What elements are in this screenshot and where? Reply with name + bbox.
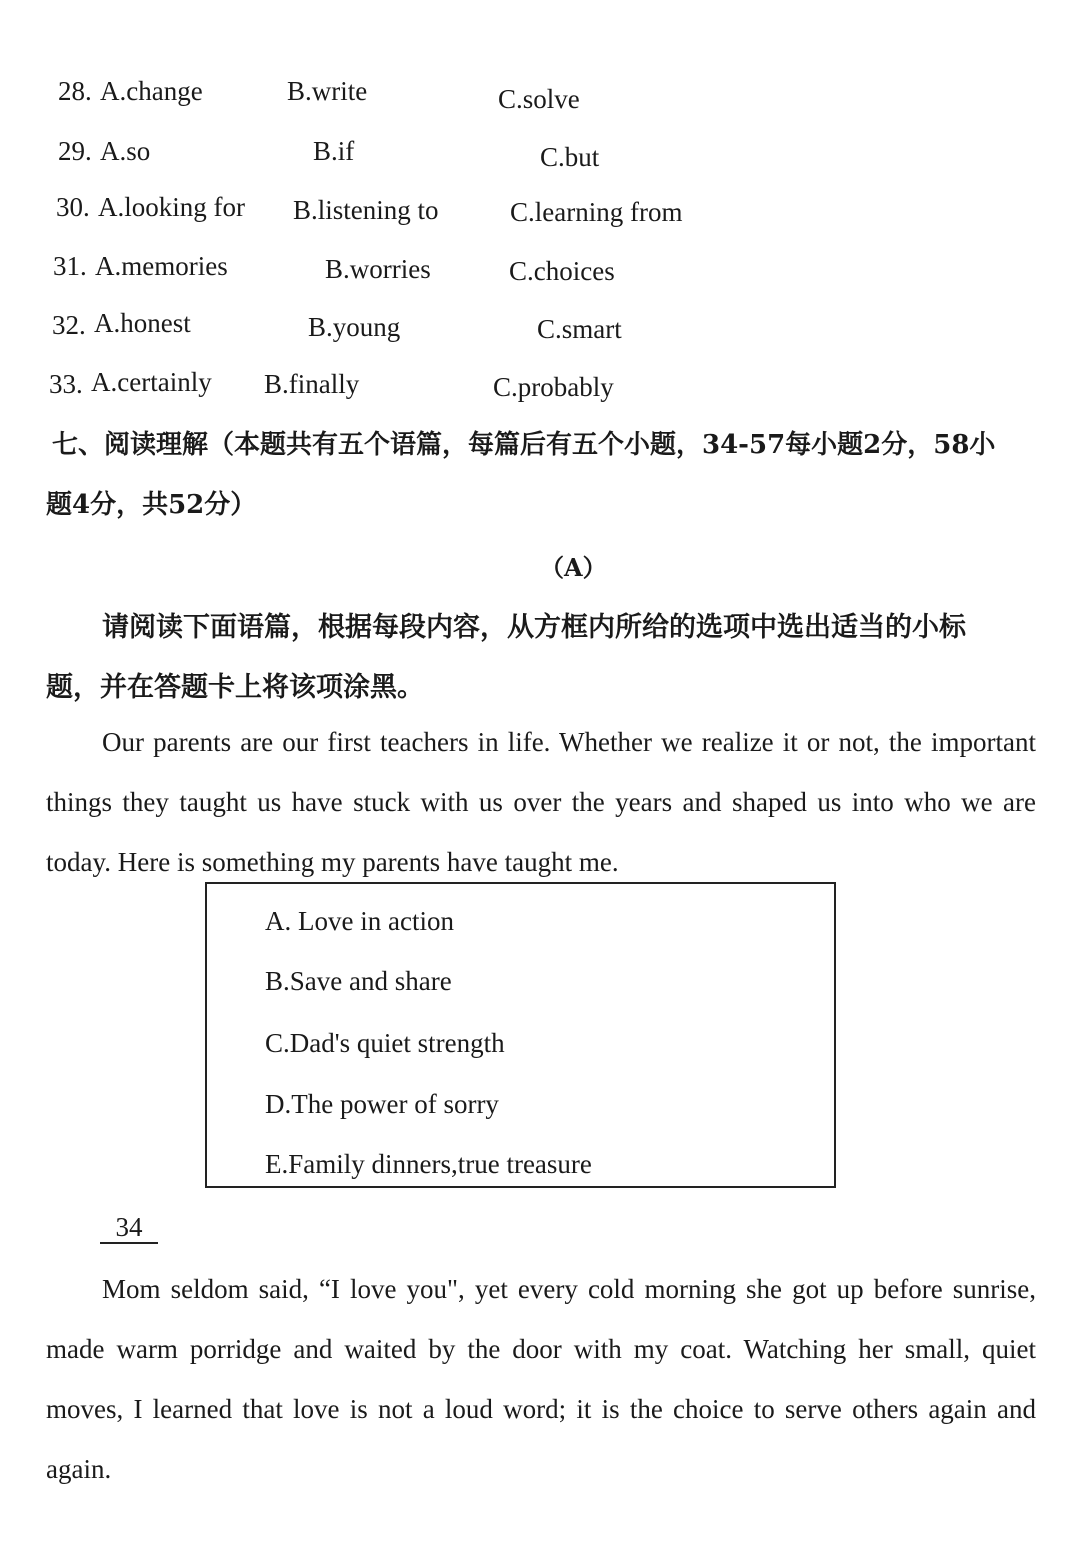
option-c: C.smart [537,314,622,344]
question-number: 29. [58,136,92,166]
option-a: A.so [100,136,151,166]
headings-box [205,882,836,1188]
option-a: A.certainly [91,367,212,397]
section-title-cont: 题4分，共52分） [46,490,257,520]
option-b: B.if [313,136,355,166]
heading-option-c: C.Dad's quiet strength [265,1028,505,1058]
option-a: A.memories [95,251,228,281]
question-number: 33. [49,369,83,399]
question-number: 28. [58,76,92,106]
option-b: B.listening to [293,195,439,225]
option-c: C.but [540,142,600,172]
heading-option-d: D.The power of sorry [265,1089,499,1119]
question-number: 32. [52,310,86,340]
option-b: B.worries [325,254,431,284]
instruction: 请阅读下面语篇，根据每段内容，从方框内所给的选项中选出适当的小标 [102,612,966,643]
heading-option-b: B.Save and share [265,966,452,996]
option-c: C.solve [498,84,580,114]
passage-label: （A） [540,553,607,582]
heading-option-a: A. Love in action [265,906,454,936]
option-c: C.learning from [510,197,683,227]
intro-paragraph: Our parents are our first teachers in life. Whether we realize it or not, the important things they taught us have stuck with us over the years and shaped us into who we are today. Here is something my parents have taught me. [46,727,1036,877]
question-number: 30. [56,192,90,222]
option-b: B.young [308,312,401,342]
answer-blank-34: 34 [100,1212,158,1244]
section-title: 七、阅读理解（本题共有五个语篇，每篇后有五个小题，34-57每小题2分，58小 [52,430,996,460]
option-b: B.finally [264,369,360,399]
option-c: C.probably [493,372,614,402]
option-a: A.looking for [98,192,245,222]
heading-option-e: E.Family dinners,true treasure [265,1149,592,1179]
option-a: A.honest [94,308,191,338]
option-c: C.choices [509,256,615,286]
instruction-cont: 题，并在答题卡上将该项涂黑。 [46,672,424,703]
option-b: B.write [287,76,368,106]
question-number: 31. [53,251,87,281]
body-paragraph: Mom seldom said, “I love you", yet every cold morning she got up before sunrise, made warm porridge and waited by the door with my coat. Watching her small, quiet moves, I learned that love is not a loud word; it is the choice to serve others again and again. [46,1274,1036,1484]
option-a: A.change [100,76,203,106]
